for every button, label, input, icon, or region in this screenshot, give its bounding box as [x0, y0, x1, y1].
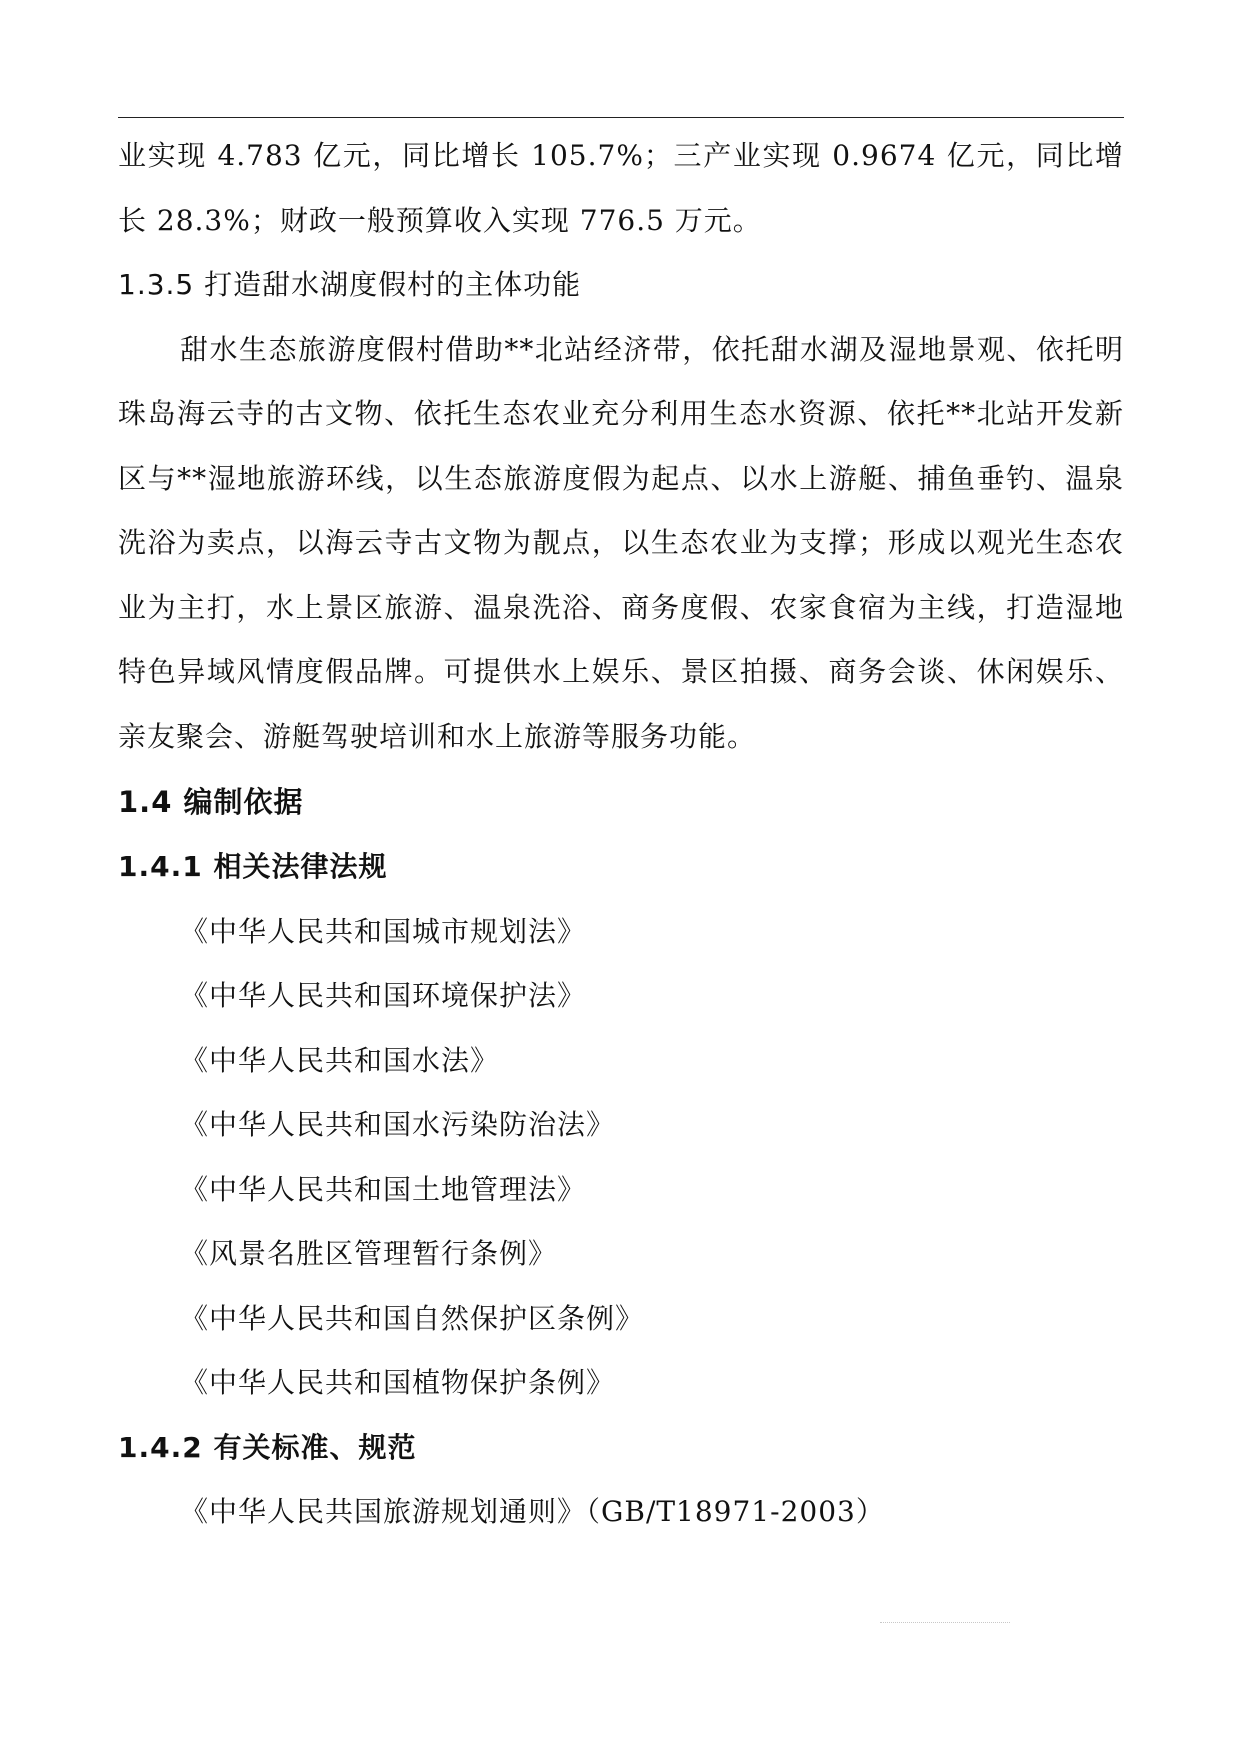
law-item: 《中华人民共和国水法》: [180, 1043, 500, 1077]
law-item: 《中华人民共和国环境保护法》: [180, 979, 587, 1012]
header-rule: [118, 117, 1124, 118]
standard-item: 《中华人民共国旅游规划通则》（GB/T18971-2003）: [180, 1495, 885, 1528]
law-item: 《中华人民共和国城市规划法》: [180, 914, 587, 948]
laws-list: [118, 900, 1124, 1416]
law-item: 《中华人民共和国自然保护区条例》: [180, 1301, 645, 1335]
law-item: 《中华人民共和国土地管理法》: [180, 1172, 587, 1206]
document-body: [118, 124, 1124, 1545]
continuation-paragraph: 业实现 4.783 亿元，同比增长 105.7%；三产业实现 0.9674 亿元，同比增长 28.3%；财政一般预算收入实现 776.5 万元。: [118, 139, 1124, 237]
section-1-3-5-paragraph: 甜水生态旅游度假村借助**北站经济带，依托甜水湖及湿地景观、依托明珠岛海云寺的古文物、依托生态农业充分利用生态水资源、依托**北站开发新区与**湿地旅游环线，以生态旅游度假为起点、以水上游艇、捕鱼垂钓、温泉洗浴为卖点，以海云寺古文物为靓点，以生态农业为支撑；形成以观光生态农业为主打，水上景区旅游、温泉洗浴、商务度假、农家食宿为主线，打造湿地特色异域风情度假品牌。可提供水上娱乐、景区拍摄、商务会谈、休闲娱乐、亲友聚会、游艇驾驶培训和水上旅游等服务功能。: [118, 332, 1124, 753]
section-1-4-heading: 1.4 编制依据: [118, 785, 304, 819]
section-1-4-1-heading: 1.4.1 相关法律法规: [118, 850, 388, 883]
footer-dotted-mark: [880, 1622, 1010, 1623]
law-item: 《中华人民共和国水污染防治法》: [180, 1108, 616, 1141]
section-1-3-5-heading: 1.3.5 打造甜水湖度假村的主体功能: [118, 268, 582, 301]
law-item: 《中华人民共和国植物保护条例》: [180, 1366, 616, 1399]
standards-list: [118, 1480, 1124, 1545]
law-item: 《风景名胜区管理暂行条例》: [180, 1237, 558, 1270]
section-1-4-2-heading: 1.4.2 有关标准、规范: [118, 1430, 417, 1464]
